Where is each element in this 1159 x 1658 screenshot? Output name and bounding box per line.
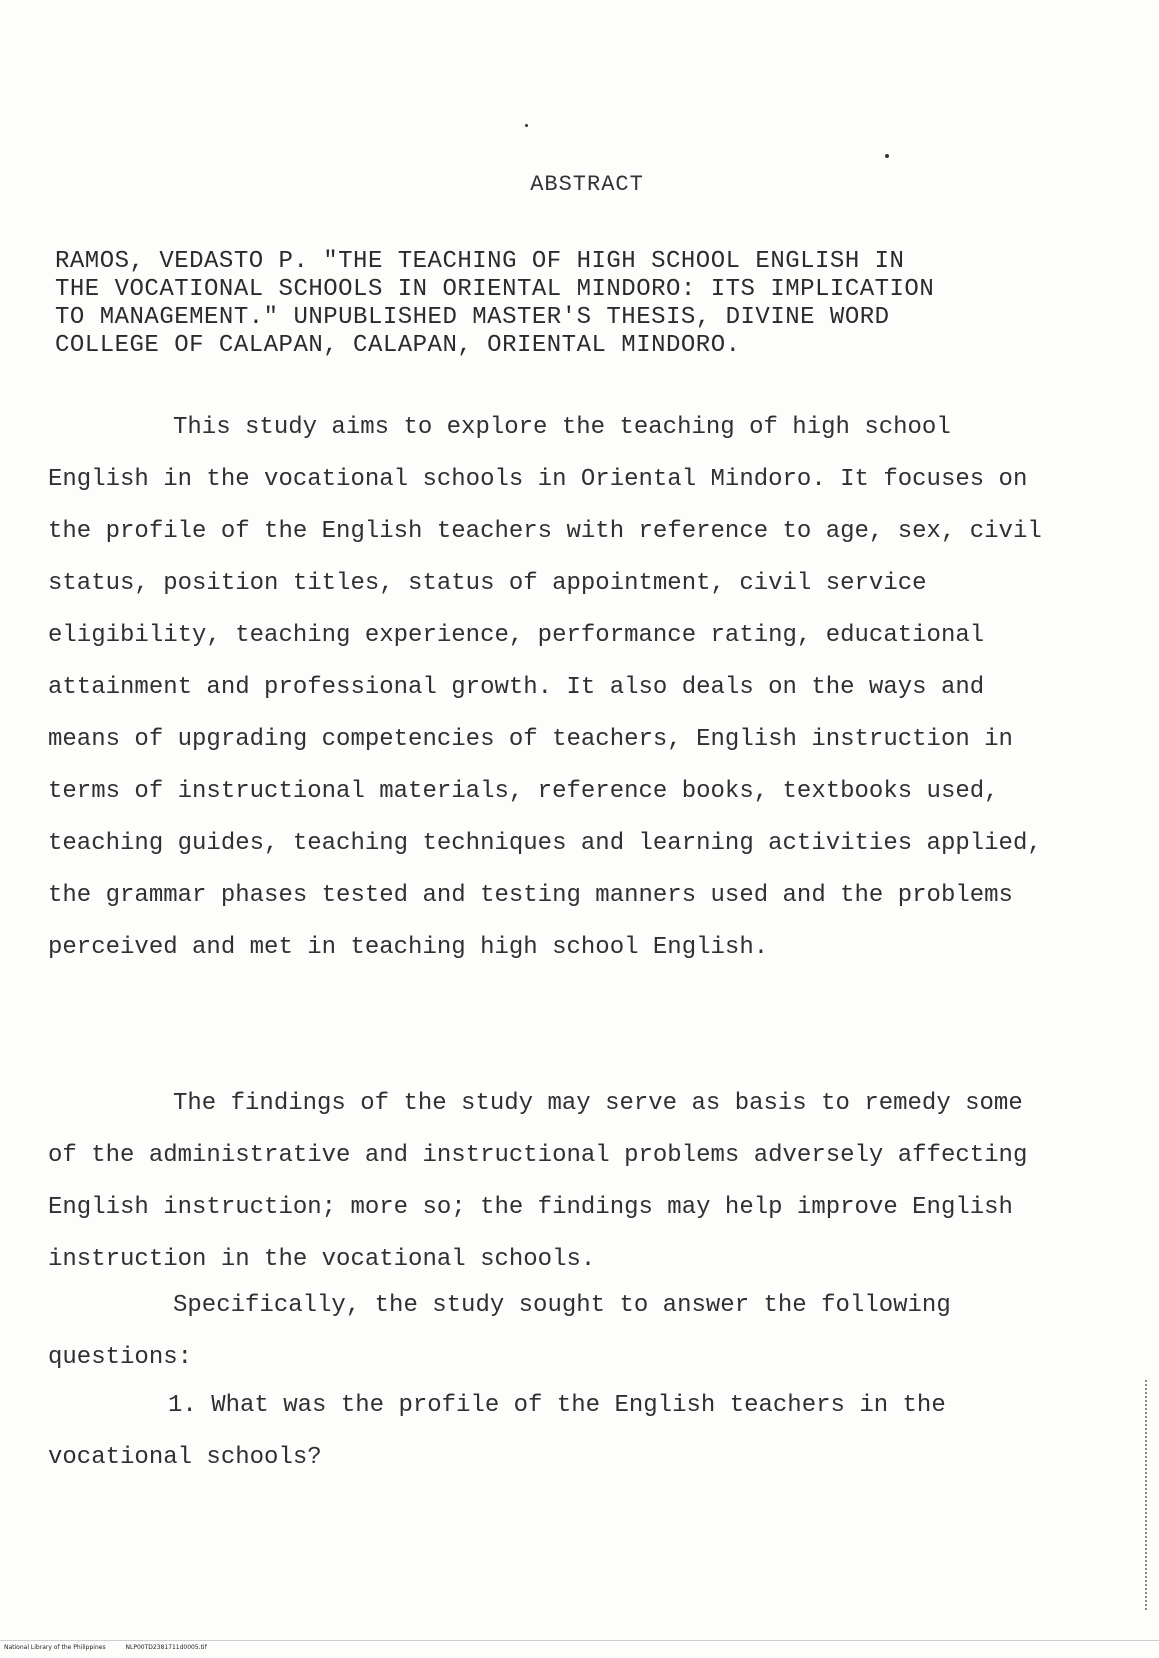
citation-line: RAMOS, VEDASTO P. "THE TEACHING OF HIGH SCHOOL ENGLISH IN	[55, 248, 905, 275]
abstract-title: ABSTRACT	[530, 172, 644, 197]
file-identifier: NLP00TD2381711d0005.tif	[125, 1644, 207, 1651]
abstract-paragraph-1-container	[48, 402, 1058, 974]
abstract-paragraph: The findings of the study may serve as basis to remedy some of the administrative and instructional problems adversely affecting English instruction; more so; the findings may help improve English instruction in the vocational schools.	[48, 1090, 1028, 1273]
scan-margin-marks	[1145, 1380, 1151, 1610]
scan-edge	[0, 1640, 1159, 1641]
scan-footer	[4, 1644, 225, 1651]
citation-line: TO MANAGEMENT." UNPUBLISHED MASTER'S THESIS, DIVINE WORD	[55, 304, 890, 331]
library-credit: National Library of the Philippines	[4, 1644, 106, 1651]
citation-line: COLLEGE OF CALAPAN, CALAPAN, ORIENTAL MINDORO.	[55, 332, 741, 359]
question-1-container	[48, 1380, 1058, 1484]
research-question: 1. What was the profile of the English teachers in the vocational schools?	[48, 1392, 946, 1471]
scan-speck	[525, 124, 528, 127]
scan-speck	[885, 154, 889, 158]
abstract-paragraph-2-container	[48, 1078, 1058, 1286]
citation-line: THE VOCATIONAL SCHOOLS IN ORIENTAL MINDORO: ITS IMPLICATION	[55, 276, 935, 303]
thesis-citation	[55, 248, 1015, 360]
abstract-paragraph: This study aims to explore the teaching of high school English in the vocational schools in Oriental Mindoro. It focuses on the profile of the English teachers with reference to age, sex, civil status, position titles, status of appointment, civil service eligibility, teaching experience, performance rating, educational attainment and professional growth. It also deals on the ways and means of upgrading competencies of teachers, English instruction in terms of instructional materials, reference books, textbooks used, teaching guides, teaching techniques and learning activities applied, the grammar phases tested and testing manners used and the problems perceived and met in teaching high school English.	[48, 414, 1042, 961]
abstract-paragraph: Specifically, the study sought to answer the following questions:	[48, 1292, 951, 1371]
abstract-paragraph-3-container	[48, 1280, 1058, 1384]
